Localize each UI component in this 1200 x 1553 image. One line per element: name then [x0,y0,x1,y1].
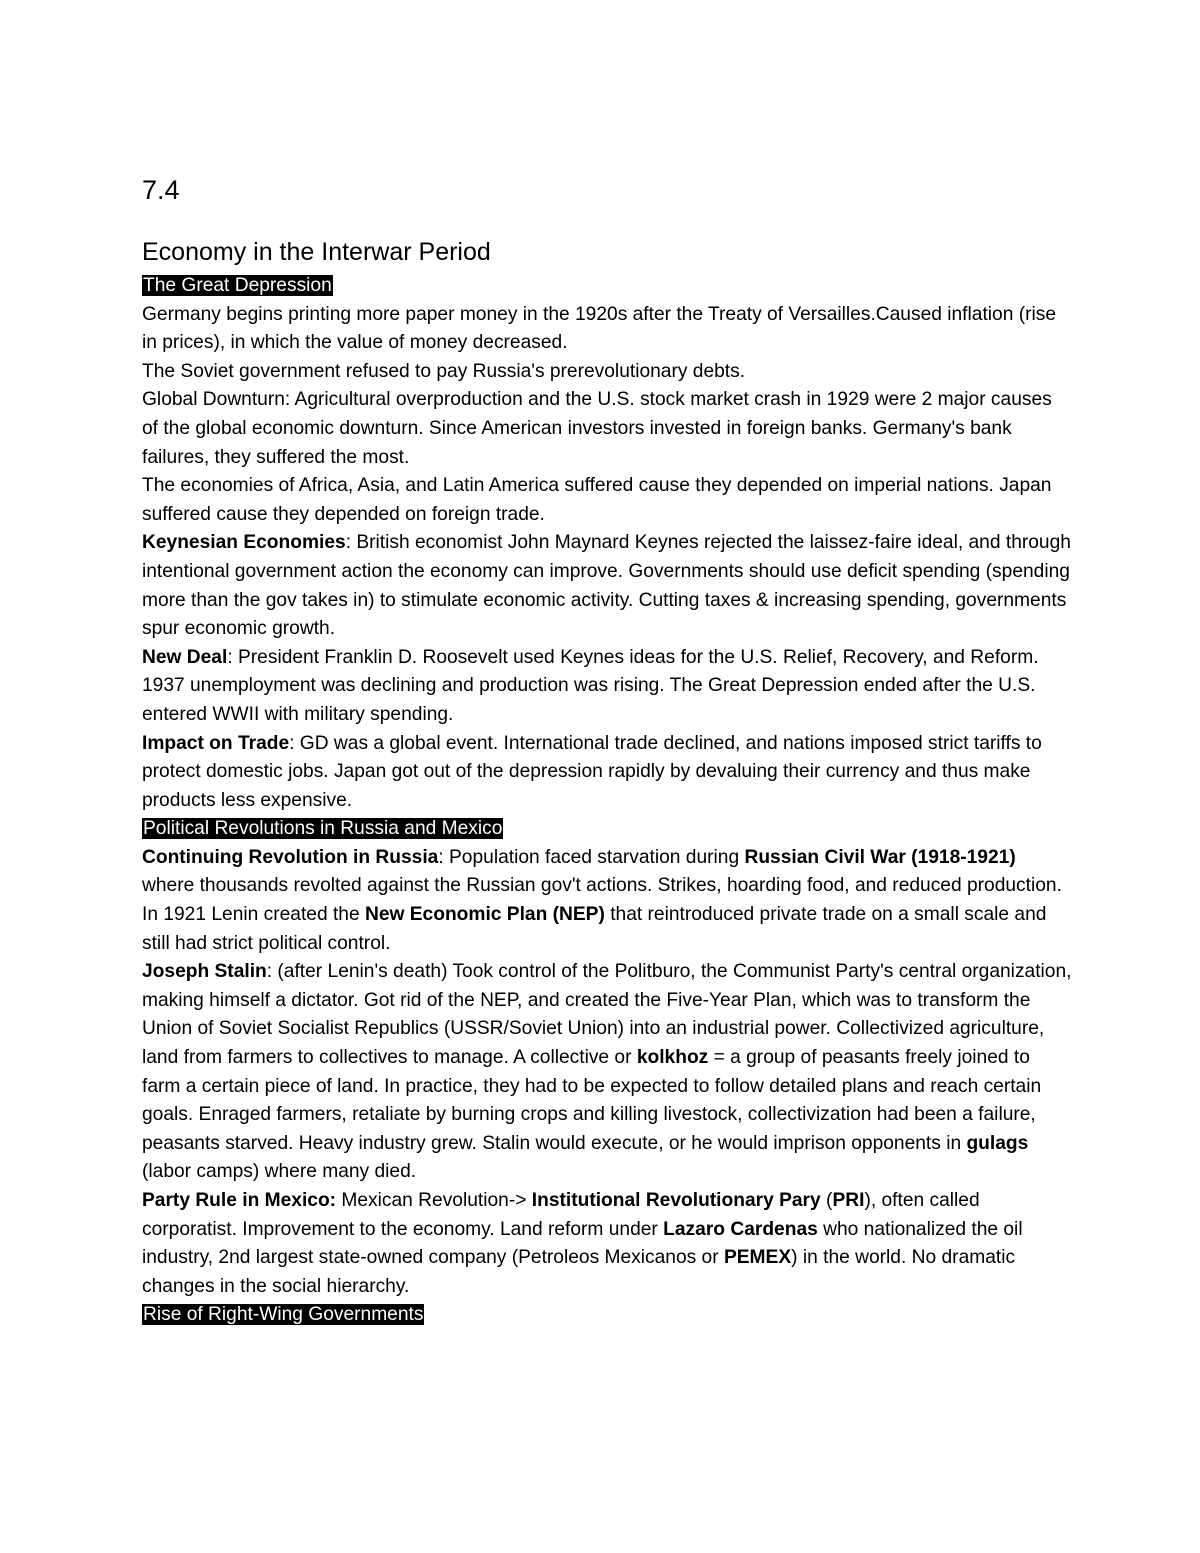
paragraph-party-rule-mexico: Party Rule in Mexico: Mexican Revolution-> Institutional Revolutionary Pary (PRI), often called corporatist. Improvement to the economy. Land reform under Lazaro Cardenas who nationalized the oil industry, 2nd largest state-owned company (Petroleos Mexicanos or PEMEX) in the world. No dramatic changes in the social hierarchy. [142,1190,1023,1297]
highlighted-heading: Rise of Right-Wing Governments [143,1304,424,1326]
highlighted-heading: Political Revolutions in Russia and Mexico [143,818,503,840]
section-heading-great-depression [142,272,1072,301]
section-number: 7.4 [142,175,180,205]
term-party-rule-mexico: Party Rule in Mexico: [142,1190,337,1211]
term-keynesian: Keynesian Economies [142,532,346,554]
term-continuing-revolution: Continuing Revolution in Russia [142,846,439,868]
paragraph-nep: In 1921 Lenin created the New Economic Plan (NEP) that reintroduced private trade on a small scale and still had strict political control. [142,904,1047,954]
document-body [142,272,1072,1330]
paragraph-continuing-revolution: Continuing Revolution in Russia: Population faced starvation during Russian Civil War (1918-1921) where thousands revolted against the Russian gov't actions. Strikes, hoarding food, and reduced production. [142,846,1062,897]
paragraph-keynesian: Keynesian Economies: British economist John Maynard Keynes rejected the laissez-faire ideal, and through intentional government action the economy can improve. Governments should use deficit spending (spending more than the gov takes in) to stimulate economic activity. Cutting taxes & increasing spending, governments spur economic growth. [142,532,1071,640]
paragraph-germany-inflation: Germany begins printing more paper money in the 1920s after the Treaty of Versailles.Caused inflation (rise in prices), in which the value of money decreased. [142,303,1057,354]
paragraph-joseph-stalin: Joseph Stalin: (after Lenin's death) Took control of the Politburo, the Communist Party's central organization, making himself a dictator. Got rid of the NEP, and created the Five-Year Plan, which was to transform the Union of Soviet Socialist Republics (USSR/Soviet Union) into an industrial power. Collectivized agriculture, land from farmers to collectives to manage. A collective or kolkhoz = a group of peasants freely joined to farm a certain piece of land. In practice, they had to be expected to follow detailed plans and reach certain goals. Enraged farmers, retaliate by burning crops and killing livestock, collectivization had been a failure, peasants starved. Heavy industry grew. Stalin would execute, or he would imprison opponents in gulags (labor camps) where many died. [142,961,1072,1183]
highlighted-heading: The Great Depression [143,275,332,296]
section-heading-political-revolutions [142,815,1072,844]
document-page [142,170,1072,1330]
term-new-deal: New Deal [142,646,228,668]
paragraph-new-deal: New Deal: President Franklin D. Roosevelt used Keynes ideas for the U.S. Relief, Recovery, and Reform. 1937 unemployment was declining and production was rising. The Great Depression ended after the U.S. entered WWII with military spending. [142,646,1039,725]
term-joseph-stalin: Joseph Stalin [142,961,267,983]
term-impact-on-trade: Impact on Trade [142,732,290,754]
section-heading-right-wing [142,1301,1072,1330]
page-title: Economy in the Interwar Period [142,238,491,266]
paragraph-imperial-economies: The economies of Africa, Asia, and Latin America suffered cause they depended on imperial nations. Japan suffered cause they depended on foreign trade. [142,475,1052,525]
paragraph-impact-on-trade: Impact on Trade: GD was a global event. International trade declined, and nations imposed strict tariffs to protect domestic jobs. Japan got out of the depression rapidly by devaluing their currency and thus make products less expensive. [142,732,1042,811]
paragraph-global-downturn: Global Downturn: Agricultural overproduction and the U.S. stock market crash in 1929 were 2 major causes of the global economic downturn. Since American investors invested in foreign banks. Germany's bank failures, they suffered the most. [142,389,1052,468]
paragraph-soviet-debts: The Soviet government refused to pay Russia's prerevolutionary debts. [142,360,746,382]
